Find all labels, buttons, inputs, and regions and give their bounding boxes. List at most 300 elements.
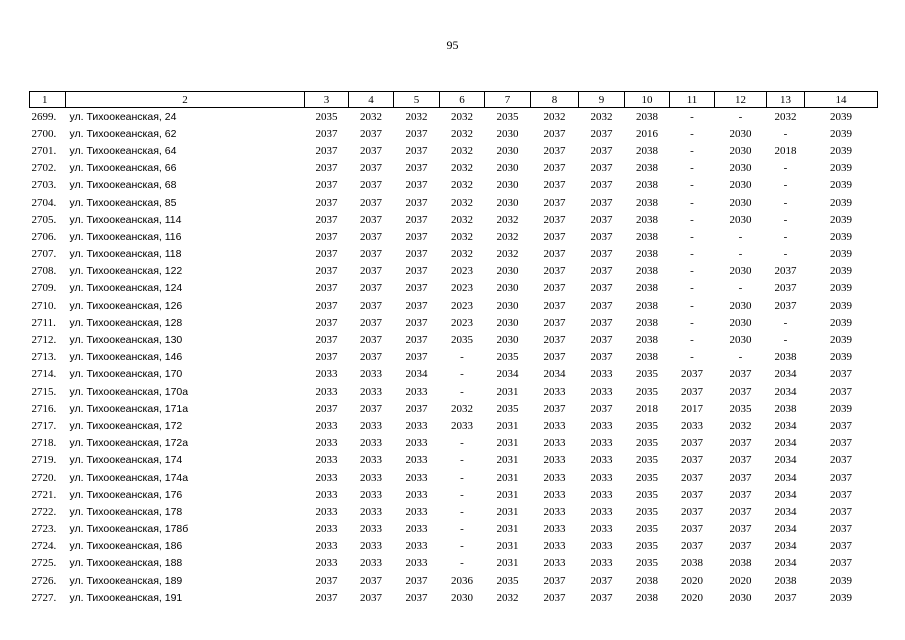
year-cell: 2034 — [774, 437, 797, 450]
year-cell: 2037 — [315, 213, 338, 226]
year-cell: 2035 — [636, 385, 658, 398]
year-cell: 2035 — [636, 437, 658, 450]
year-cell: 2037 — [315, 127, 338, 140]
year-cell: - — [783, 334, 788, 347]
year-cell: 2033 — [543, 454, 566, 467]
year-cell: 2033 — [543, 505, 566, 518]
year-cell: 2037 — [360, 316, 382, 329]
year-cell: 2038 — [774, 402, 797, 415]
year-cell: 2032 — [451, 162, 473, 175]
year-cell: 2037 — [681, 437, 703, 450]
year-cell: 2037 — [405, 574, 428, 587]
address-cell: ул. Тихоокеанская, 128 — [69, 316, 183, 329]
year-cell: 2033 — [360, 385, 382, 398]
year-cell: 2035 — [451, 334, 473, 347]
year-cell: 2038 — [636, 574, 658, 587]
row-number: 2716. — [31, 402, 57, 415]
table-row — [30, 349, 878, 366]
year-cell: 2032 — [774, 110, 797, 123]
year-cell: 2032 — [451, 144, 473, 157]
year-cell: 2037 — [681, 488, 703, 501]
row-number: 2723. — [31, 523, 57, 536]
year-cell: - — [738, 351, 743, 364]
year-cell: 2037 — [315, 351, 338, 364]
year-cell: 2030 — [496, 265, 519, 278]
year-cell: 2031 — [496, 557, 519, 570]
year-cell: 2037 — [315, 196, 338, 209]
year-cell: 2032 — [496, 248, 519, 261]
year-cell: 2033 — [590, 557, 613, 570]
year-cell: 2039 — [830, 196, 852, 209]
column-header: 10 — [625, 92, 670, 108]
address-cell: ул. Тихоокеанская, 189 — [69, 574, 183, 587]
year-cell: 2038 — [636, 282, 658, 295]
table-body — [30, 108, 878, 607]
year-cell: 2037 — [590, 282, 613, 295]
year-cell: 2037 — [543, 299, 566, 312]
table-row — [30, 589, 878, 606]
row-number: 2713. — [31, 351, 57, 364]
year-cell: 2033 — [543, 540, 566, 553]
year-cell: - — [738, 110, 743, 123]
year-cell: 2033 — [590, 437, 613, 450]
year-cell: 2035 — [636, 419, 658, 432]
year-cell: 2037 — [360, 213, 382, 226]
year-cell: 2037 — [315, 282, 338, 295]
year-cell: 2033 — [543, 385, 566, 398]
year-cell: 2038 — [636, 213, 658, 226]
year-cell: - — [460, 505, 464, 518]
year-cell: 2035 — [315, 110, 338, 123]
year-cell: 2033 — [590, 488, 613, 501]
year-cell: 2037 — [405, 351, 428, 364]
year-cell: 2032 — [451, 248, 473, 261]
year-cell: 2037 — [729, 437, 752, 450]
row-number: 2701. — [31, 144, 57, 157]
year-cell: 2030 — [496, 334, 519, 347]
row-number: 2719. — [31, 454, 57, 467]
year-cell: 2030 — [451, 591, 473, 604]
row-number: 2704. — [31, 196, 57, 209]
year-cell: 2033 — [360, 419, 382, 432]
year-cell: 2037 — [360, 299, 382, 312]
year-cell: 2037 — [315, 591, 338, 604]
year-cell: 2033 — [315, 540, 338, 553]
address-cell: ул. Тихоокеанская, 170 — [69, 368, 183, 381]
year-cell: 2039 — [830, 144, 852, 157]
column-header: 13 — [767, 92, 805, 108]
row-number: 2699. — [31, 110, 57, 123]
address-cell: ул. Тихоокеанская, 178 — [69, 505, 183, 518]
year-cell: 2018 — [636, 402, 658, 415]
year-cell: 2037 — [590, 591, 613, 604]
row-number: 2702. — [31, 162, 57, 175]
year-cell: 2031 — [496, 419, 519, 432]
address-cell: ул. Тихоокеанская, 114 — [69, 213, 182, 226]
year-cell: - — [460, 454, 464, 467]
year-cell: - — [690, 127, 694, 140]
year-cell: 2033 — [360, 368, 382, 381]
address-cell: ул. Тихоокеанская, 191 — [69, 591, 183, 604]
year-cell: - — [783, 179, 788, 192]
year-cell: 2034 — [774, 505, 797, 518]
row-number: 2726. — [31, 574, 57, 587]
year-cell: 2038 — [681, 557, 703, 570]
year-cell: 2037 — [830, 385, 852, 398]
year-cell: 2037 — [405, 230, 428, 243]
address-cell: ул. Тихоокеанская, 130 — [69, 334, 183, 347]
year-cell: 2033 — [360, 505, 382, 518]
year-cell: 2037 — [729, 368, 752, 381]
row-number: 2710. — [31, 299, 57, 312]
year-cell: 2034 — [774, 488, 797, 501]
address-cell: ул. Тихоокеанская, 146 — [69, 351, 183, 364]
year-cell: 2037 — [315, 316, 338, 329]
year-cell: 2038 — [729, 557, 752, 570]
year-cell: 2037 — [405, 213, 428, 226]
year-cell: 2031 — [496, 454, 519, 467]
year-cell: 2033 — [360, 540, 382, 553]
address-cell: ул. Тихоокеанская, 62 — [69, 127, 177, 140]
year-cell: 2020 — [681, 591, 703, 604]
year-cell: 2037 — [774, 265, 797, 278]
table-row — [30, 125, 878, 142]
year-cell: 2037 — [543, 351, 566, 364]
year-cell: 2033 — [360, 437, 382, 450]
year-cell: 2023 — [451, 299, 473, 312]
table-row — [30, 211, 878, 228]
row-number: 2700. — [31, 127, 57, 140]
year-cell: 2039 — [830, 179, 852, 192]
year-cell: - — [460, 385, 464, 398]
row-number: 2725. — [31, 557, 57, 570]
year-cell: 2034 — [774, 523, 797, 536]
table-row — [30, 538, 878, 555]
year-cell: 2037 — [360, 230, 382, 243]
year-cell: 2032 — [496, 591, 519, 604]
year-cell: 2033 — [405, 557, 428, 570]
row-number: 2709. — [31, 282, 57, 295]
year-cell: 2038 — [636, 179, 658, 192]
year-cell: - — [690, 196, 694, 209]
year-cell: 2030 — [496, 144, 519, 157]
row-number: 2707. — [31, 248, 57, 261]
year-cell: 2037 — [729, 540, 752, 553]
year-cell: 2037 — [315, 334, 338, 347]
year-cell: 2037 — [405, 144, 428, 157]
year-cell: 2037 — [543, 591, 566, 604]
year-cell: 2037 — [590, 144, 613, 157]
year-cell: 2033 — [405, 471, 428, 484]
year-cell: 2033 — [315, 419, 338, 432]
year-cell: 2033 — [590, 523, 613, 536]
year-cell: 2038 — [636, 299, 658, 312]
year-cell: 2033 — [315, 368, 338, 381]
year-cell: 2037 — [360, 196, 382, 209]
year-cell: 2038 — [636, 230, 658, 243]
year-cell: - — [460, 351, 464, 364]
year-cell: 2037 — [543, 144, 566, 157]
year-cell: 2037 — [830, 540, 852, 553]
year-cell: - — [690, 265, 694, 278]
year-cell: - — [690, 162, 694, 175]
year-cell: 2033 — [405, 419, 428, 432]
year-cell: 2031 — [496, 523, 519, 536]
year-cell: 2035 — [636, 540, 658, 553]
year-cell: 2037 — [315, 265, 338, 278]
year-cell: - — [783, 248, 788, 261]
year-cell: 2020 — [729, 574, 752, 587]
year-cell: 2030 — [496, 162, 519, 175]
year-cell: 2037 — [830, 557, 852, 570]
year-cell: 2032 — [451, 127, 473, 140]
year-cell: 2033 — [590, 471, 613, 484]
year-cell: 2030 — [729, 144, 752, 157]
year-cell: - — [690, 144, 694, 157]
year-cell: 2037 — [681, 385, 703, 398]
table-row — [30, 452, 878, 469]
year-cell: 2035 — [636, 471, 658, 484]
year-cell: 2039 — [830, 402, 852, 415]
year-cell: 2033 — [405, 437, 428, 450]
year-cell: 2037 — [360, 144, 382, 157]
year-cell: 2037 — [590, 334, 613, 347]
year-cell: 2038 — [636, 591, 658, 604]
table-row — [30, 160, 878, 177]
address-cell: ул. Тихоокеанская, 171а — [69, 402, 189, 415]
year-cell: 2037 — [681, 454, 703, 467]
year-cell: 2033 — [590, 454, 613, 467]
row-number: 2721. — [31, 488, 57, 501]
year-cell: 2037 — [543, 196, 566, 209]
year-cell: 2038 — [636, 162, 658, 175]
year-cell: 2037 — [830, 419, 852, 432]
year-cell: 2037 — [830, 471, 852, 484]
year-cell: 2037 — [590, 127, 613, 140]
year-cell: 2037 — [405, 179, 428, 192]
year-cell: 2037 — [360, 574, 382, 587]
table-row — [30, 108, 878, 126]
year-cell: - — [783, 162, 788, 175]
year-cell: 2037 — [543, 316, 566, 329]
column-header: 9 — [579, 92, 625, 108]
table-row — [30, 297, 878, 314]
page-number: 95 — [446, 38, 459, 52]
year-cell: 2037 — [590, 248, 613, 261]
address-cell: ул. Тихоокеанская, 24 — [69, 110, 177, 123]
table-row — [30, 228, 878, 245]
row-number: 2718. — [31, 437, 57, 450]
year-cell: 2037 — [360, 402, 382, 415]
year-cell: 2037 — [590, 162, 613, 175]
row-number: 2714. — [31, 368, 57, 381]
year-cell: 2030 — [496, 299, 519, 312]
year-cell: 2037 — [830, 454, 852, 467]
table-row — [30, 503, 878, 520]
year-cell: 2034 — [774, 557, 797, 570]
address-cell: ул. Тихоокеанская, 124 — [69, 282, 183, 295]
year-cell: 2037 — [543, 230, 566, 243]
year-cell: 2039 — [830, 110, 852, 123]
year-cell: 2033 — [405, 523, 428, 536]
year-cell: 2037 — [590, 351, 613, 364]
year-cell: 2034 — [774, 471, 797, 484]
year-cell: 2037 — [405, 127, 428, 140]
year-cell: 2037 — [360, 265, 382, 278]
table-row — [30, 194, 878, 211]
year-cell: 2031 — [496, 505, 519, 518]
column-header: 4 — [349, 92, 394, 108]
year-cell: 2038 — [636, 265, 658, 278]
year-cell: 2039 — [830, 127, 852, 140]
column-header: 12 — [715, 92, 767, 108]
column-header: 7 — [485, 92, 531, 108]
year-cell: 2037 — [590, 265, 613, 278]
year-cell: 2039 — [830, 248, 852, 261]
year-cell: 2033 — [360, 454, 382, 467]
year-cell: - — [690, 179, 694, 192]
year-cell: 2037 — [830, 488, 852, 501]
year-cell: - — [738, 248, 743, 261]
year-cell: 2039 — [830, 213, 852, 226]
year-cell: 2030 — [496, 179, 519, 192]
year-cell: 2035 — [636, 523, 658, 536]
year-cell: - — [460, 540, 464, 553]
year-cell: 2037 — [590, 316, 613, 329]
year-cell: 2037 — [315, 248, 338, 261]
year-cell: 2030 — [729, 213, 752, 226]
year-cell: 2033 — [543, 419, 566, 432]
year-cell: 2037 — [681, 471, 703, 484]
address-cell: ул. Тихоокеанская, 172а — [69, 437, 189, 450]
year-cell: 2038 — [636, 144, 658, 157]
year-cell: 2037 — [590, 213, 613, 226]
year-cell: - — [690, 299, 694, 312]
year-cell: 2037 — [405, 282, 428, 295]
schedule-table — [29, 91, 878, 606]
year-cell: 2037 — [590, 230, 613, 243]
table-row — [30, 435, 878, 452]
year-cell: 2030 — [729, 127, 752, 140]
year-cell: 2033 — [405, 454, 428, 467]
year-cell: 2037 — [830, 368, 852, 381]
address-cell: ул. Тихоокеанская, 122 — [69, 265, 183, 278]
year-cell: 2037 — [590, 299, 613, 312]
year-cell: 2038 — [774, 574, 797, 587]
address-cell: ул. Тихоокеанская, 186 — [69, 540, 183, 553]
column-header: 2 — [66, 92, 305, 108]
year-cell: 2037 — [543, 265, 566, 278]
year-cell: 2031 — [496, 471, 519, 484]
year-cell: - — [690, 316, 694, 329]
table-row — [30, 366, 878, 383]
year-cell: 2030 — [729, 196, 752, 209]
year-cell: 2037 — [315, 230, 338, 243]
row-number: 2717. — [31, 419, 57, 432]
year-cell: 2030 — [496, 196, 519, 209]
year-cell: 2030 — [729, 299, 752, 312]
year-cell: 2038 — [636, 316, 658, 329]
year-cell: 2030 — [496, 316, 519, 329]
year-cell: 2030 — [729, 334, 752, 347]
year-cell: 2039 — [830, 162, 852, 175]
year-cell: 2033 — [315, 437, 338, 450]
year-cell: 2037 — [360, 591, 382, 604]
table-row — [30, 246, 878, 263]
year-cell: 2037 — [729, 454, 752, 467]
row-number: 2703. — [31, 179, 57, 192]
year-cell: - — [690, 248, 694, 261]
year-cell: 2032 — [451, 213, 473, 226]
year-cell: 2037 — [543, 574, 566, 587]
year-cell: 2033 — [360, 471, 382, 484]
year-cell: 2037 — [729, 385, 752, 398]
address-cell: ул. Тихоокеанская, 174а — [69, 471, 189, 484]
year-cell: 2037 — [590, 574, 613, 587]
year-cell: 2037 — [315, 574, 338, 587]
year-cell: 2020 — [681, 574, 703, 587]
year-cell: 2035 — [636, 454, 658, 467]
year-cell: 2037 — [405, 265, 428, 278]
year-cell: 2037 — [405, 248, 428, 261]
table-row — [30, 400, 878, 417]
year-cell: 2032 — [451, 179, 473, 192]
year-cell: 2037 — [681, 505, 703, 518]
year-cell: 2039 — [830, 316, 852, 329]
year-cell: 2037 — [590, 196, 613, 209]
year-cell: - — [460, 488, 464, 501]
year-cell: - — [690, 110, 694, 123]
table-row — [30, 142, 878, 159]
year-cell: 2037 — [543, 282, 566, 295]
year-cell: 2039 — [830, 574, 852, 587]
year-cell: 2031 — [496, 488, 519, 501]
column-header: 6 — [440, 92, 485, 108]
year-cell: 2033 — [590, 419, 613, 432]
year-cell: 2033 — [590, 368, 613, 381]
table-row — [30, 280, 878, 297]
year-cell: 2037 — [729, 488, 752, 501]
year-cell: - — [690, 230, 694, 243]
year-cell: 2034 — [496, 368, 519, 381]
year-cell: 2030 — [729, 316, 752, 329]
year-cell: 2032 — [405, 110, 428, 123]
column-header: 8 — [531, 92, 579, 108]
year-cell: 2035 — [729, 402, 752, 415]
year-cell: 2033 — [315, 471, 338, 484]
table-row — [30, 469, 878, 486]
year-cell: - — [738, 230, 743, 243]
year-cell: 2038 — [636, 248, 658, 261]
year-cell: 2039 — [830, 591, 852, 604]
year-cell: - — [460, 471, 464, 484]
year-cell: 2035 — [636, 505, 658, 518]
year-cell: 2035 — [636, 488, 658, 501]
year-cell: 2037 — [360, 334, 382, 347]
address-cell: ул. Тихоокеанская, 174 — [69, 454, 183, 467]
year-cell: 2035 — [636, 368, 658, 381]
year-cell: 2037 — [774, 282, 797, 295]
table-row — [30, 417, 878, 434]
row-number: 2705. — [31, 213, 57, 226]
address-cell: ул. Тихоокеанская, 66 — [69, 162, 177, 175]
header-row — [30, 92, 878, 108]
year-cell: 2037 — [360, 179, 382, 192]
year-cell: 2033 — [405, 505, 428, 518]
year-cell: 2033 — [543, 437, 566, 450]
year-cell: 2037 — [315, 162, 338, 175]
year-cell: 2033 — [543, 523, 566, 536]
